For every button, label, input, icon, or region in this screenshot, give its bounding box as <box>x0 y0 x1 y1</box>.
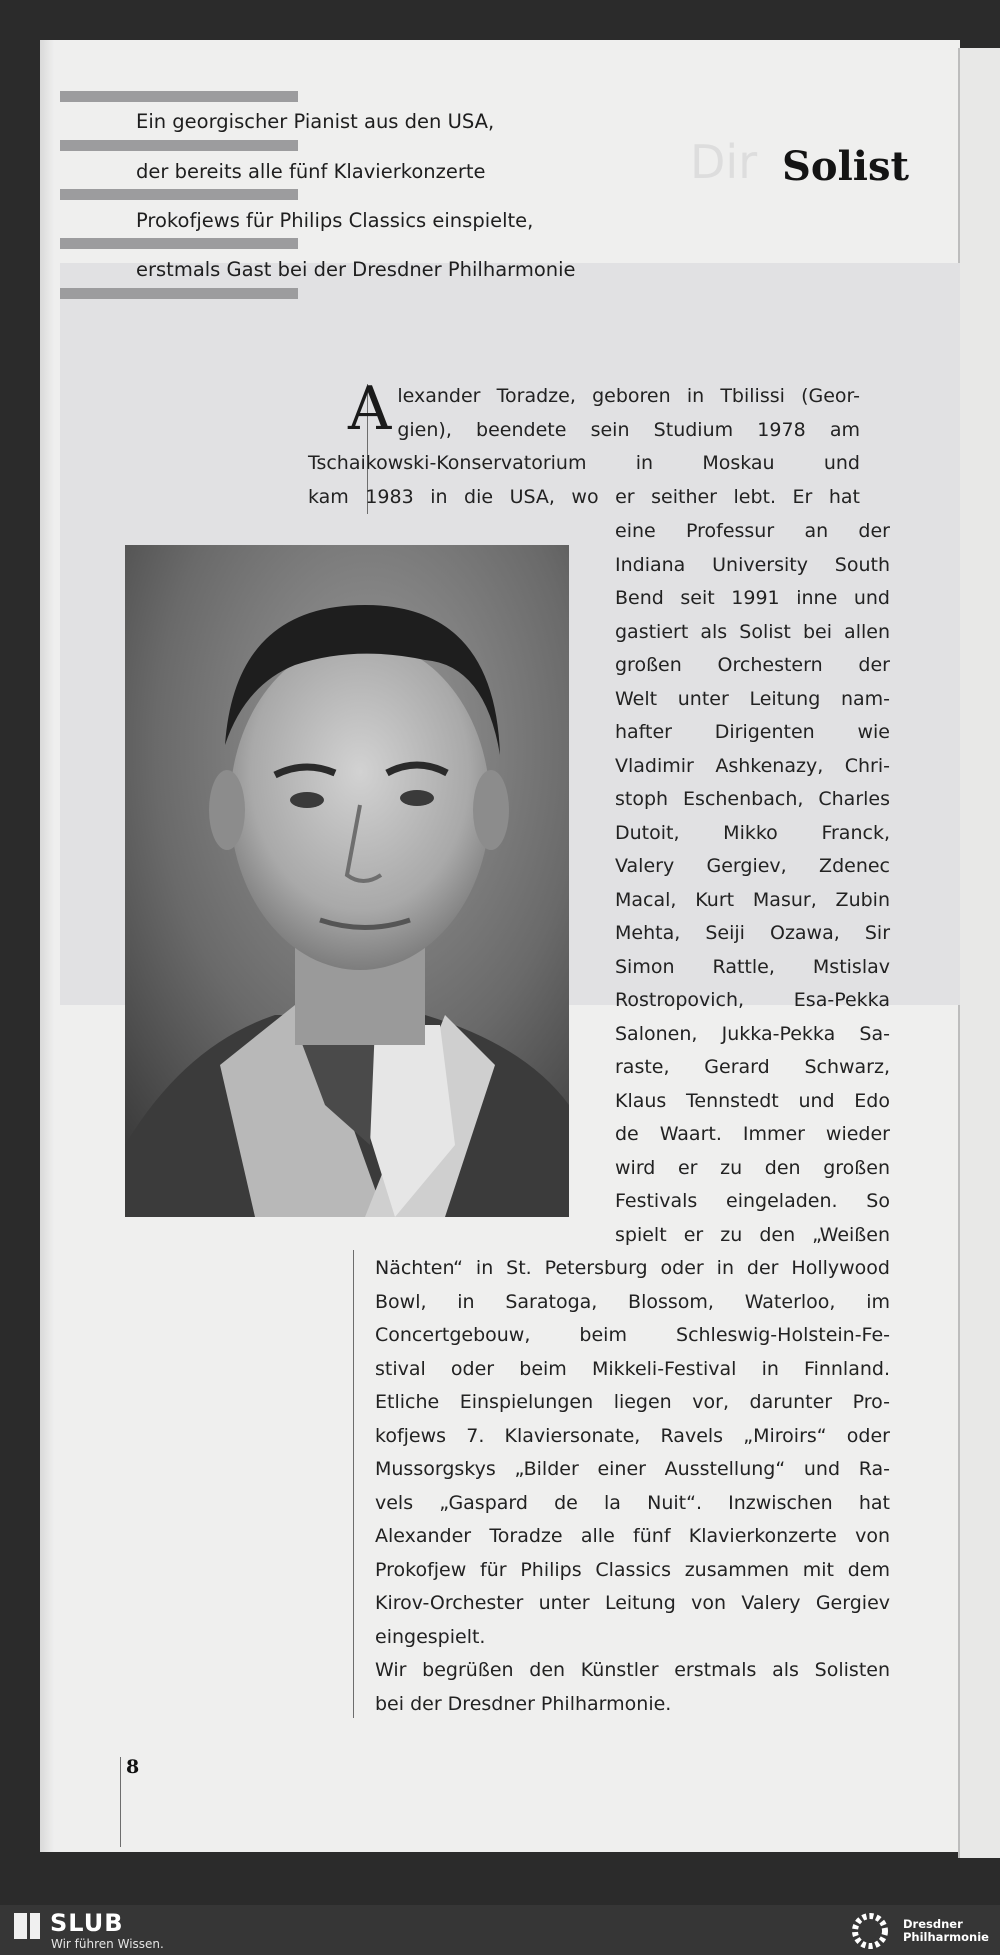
page-number: 8 <box>126 1756 140 1778</box>
bio-line: Wir begrüßen den Künstler erstmals als Solisten <box>375 1659 890 1681</box>
bio-line: eine Professur an der <box>615 520 890 542</box>
bio-line: Tschaikowski-Konservatorium in Moskau und <box>308 452 860 474</box>
bio-line: Welt unter Leitung nam- <box>615 687 890 710</box>
bio-line: Vladimir Ashkenazy, Chri- <box>615 754 890 777</box>
bio-line: Indiana University South <box>615 553 890 576</box>
bio-line: Macal, Kurt Masur, Zubin <box>615 888 890 911</box>
partner-name[interactable] <box>903 1918 989 1944</box>
dresdner-philharmonie-logo-icon <box>844 1911 896 1951</box>
bio-line: kam 1983 in die USA, wo er seither lebt. Er hat <box>308 485 860 508</box>
bio-line: Bend seit 1991 inne und <box>615 587 890 609</box>
bio-line: Dutoit, Mikko Franck, <box>615 821 890 844</box>
slub-tagline: Wir führen Wissen. <box>51 1937 164 1951</box>
bio-line: kofjews 7. Klaviersonate, Ravels „Miroirs“ oder <box>375 1424 890 1447</box>
intro-line: Prokofjews für Philips Classics einspielte, <box>136 209 534 232</box>
bio-line: Mehta, Seiji Ozawa, Sir <box>615 922 890 944</box>
portrait-photo <box>125 545 569 1217</box>
bio-intro-paragraph <box>308 374 860 514</box>
bio-line: spielt er zu den „Weißen <box>615 1223 890 1246</box>
bio-line: bei der Dresdner Philharmonie. <box>375 1692 672 1715</box>
bio-line: stoph Eschenbach, Charles <box>615 788 890 810</box>
bio-line: Kirov-Orchester unter Leitung von Valery Gergiev <box>375 1592 890 1614</box>
bio-line: wird er zu den großen <box>615 1156 890 1179</box>
bio-line: Festivals eingeladen. So <box>615 1190 890 1212</box>
bio-line: Simon Rattle, Mstislav <box>615 955 890 978</box>
bio-line: Concertgebouw, beim Schleswig-Holstein-Fe- <box>375 1324 890 1346</box>
page-spine-shadow <box>40 40 54 1852</box>
bio-line: Alexander Toradze alle fünf Klavierkonzerte von <box>375 1525 890 1547</box>
header-rule <box>60 91 298 102</box>
header-rule <box>60 189 298 200</box>
show-through-text: Dir <box>690 135 758 189</box>
bio-line: eingespielt. <box>375 1625 486 1648</box>
folio-rule <box>120 1757 121 1847</box>
header-rule <box>60 288 298 299</box>
bio-line: gien), beendete sein Studium 1978 am <box>397 418 860 441</box>
bio-line: de Waart. Immer wieder <box>615 1123 890 1145</box>
bio-line: Prokofjew für Philips Classics zusammen mit dem <box>375 1558 890 1581</box>
bio-line: hafter Dirigenten wie <box>615 721 890 743</box>
partner-name-line2: Philharmonie <box>903 1930 989 1944</box>
bio-line: gastiert als Solist bei allen <box>615 620 890 643</box>
bio-line: lexander Toradze, geboren in Tbilissi (Geor- <box>397 385 860 407</box>
footer-bar <box>0 1905 1000 1955</box>
bio-line: vels „Gaspard de la Nuit“. Inzwischen hat <box>375 1491 890 1514</box>
intro-line: Ein georgischer Pianist aus den USA, <box>136 110 495 133</box>
section-title: Solist <box>782 143 909 190</box>
header-rule <box>60 140 298 151</box>
bio-line: raste, Gerard Schwarz, <box>615 1056 890 1078</box>
bio-full-width-paragraph <box>375 1252 890 1721</box>
partner-name-line1: Dresdner <box>903 1917 963 1931</box>
bio-line: großen Orchestern der <box>615 654 890 676</box>
slub-name[interactable]: SLUB <box>50 1909 124 1937</box>
bio-line: Valery Gergiev, Zdenec <box>615 855 890 877</box>
intro-line: der bereits alle fünf Klavierkonzerte <box>136 160 486 183</box>
bio-line: Bowl, in Saratoga, Blossom, Waterloo, im <box>375 1290 890 1313</box>
slub-logo-icon <box>14 1913 40 1939</box>
bio-column-paragraph <box>615 515 890 1252</box>
bio-line: Rostropovich, Esa-Pekka <box>615 989 890 1011</box>
bio-line: Etliche Einspielungen liegen vor, darunter Pro- <box>375 1391 890 1413</box>
bio-line: Klaus Tennstedt und Edo <box>615 1089 890 1112</box>
bio-line: Nächten“ in St. Petersburg oder in der Hollywood <box>375 1257 890 1279</box>
bio-line: stival oder beim Mikkeli-Festival in Finnland. <box>375 1357 890 1380</box>
drop-cap: A <box>348 374 392 444</box>
portrait-illustration <box>125 545 569 1217</box>
bio-line: Mussorgskys „Bilder einer Ausstellung“ und Ra- <box>375 1458 890 1480</box>
intro-line: erstmals Gast bei der Dresdner Philharmonie <box>136 258 576 281</box>
column-rule <box>353 1250 354 1718</box>
bio-line: Salonen, Jukka-Pekka Sa- <box>615 1022 890 1045</box>
header-rule <box>60 238 298 249</box>
facing-page-edge <box>958 48 1000 1858</box>
